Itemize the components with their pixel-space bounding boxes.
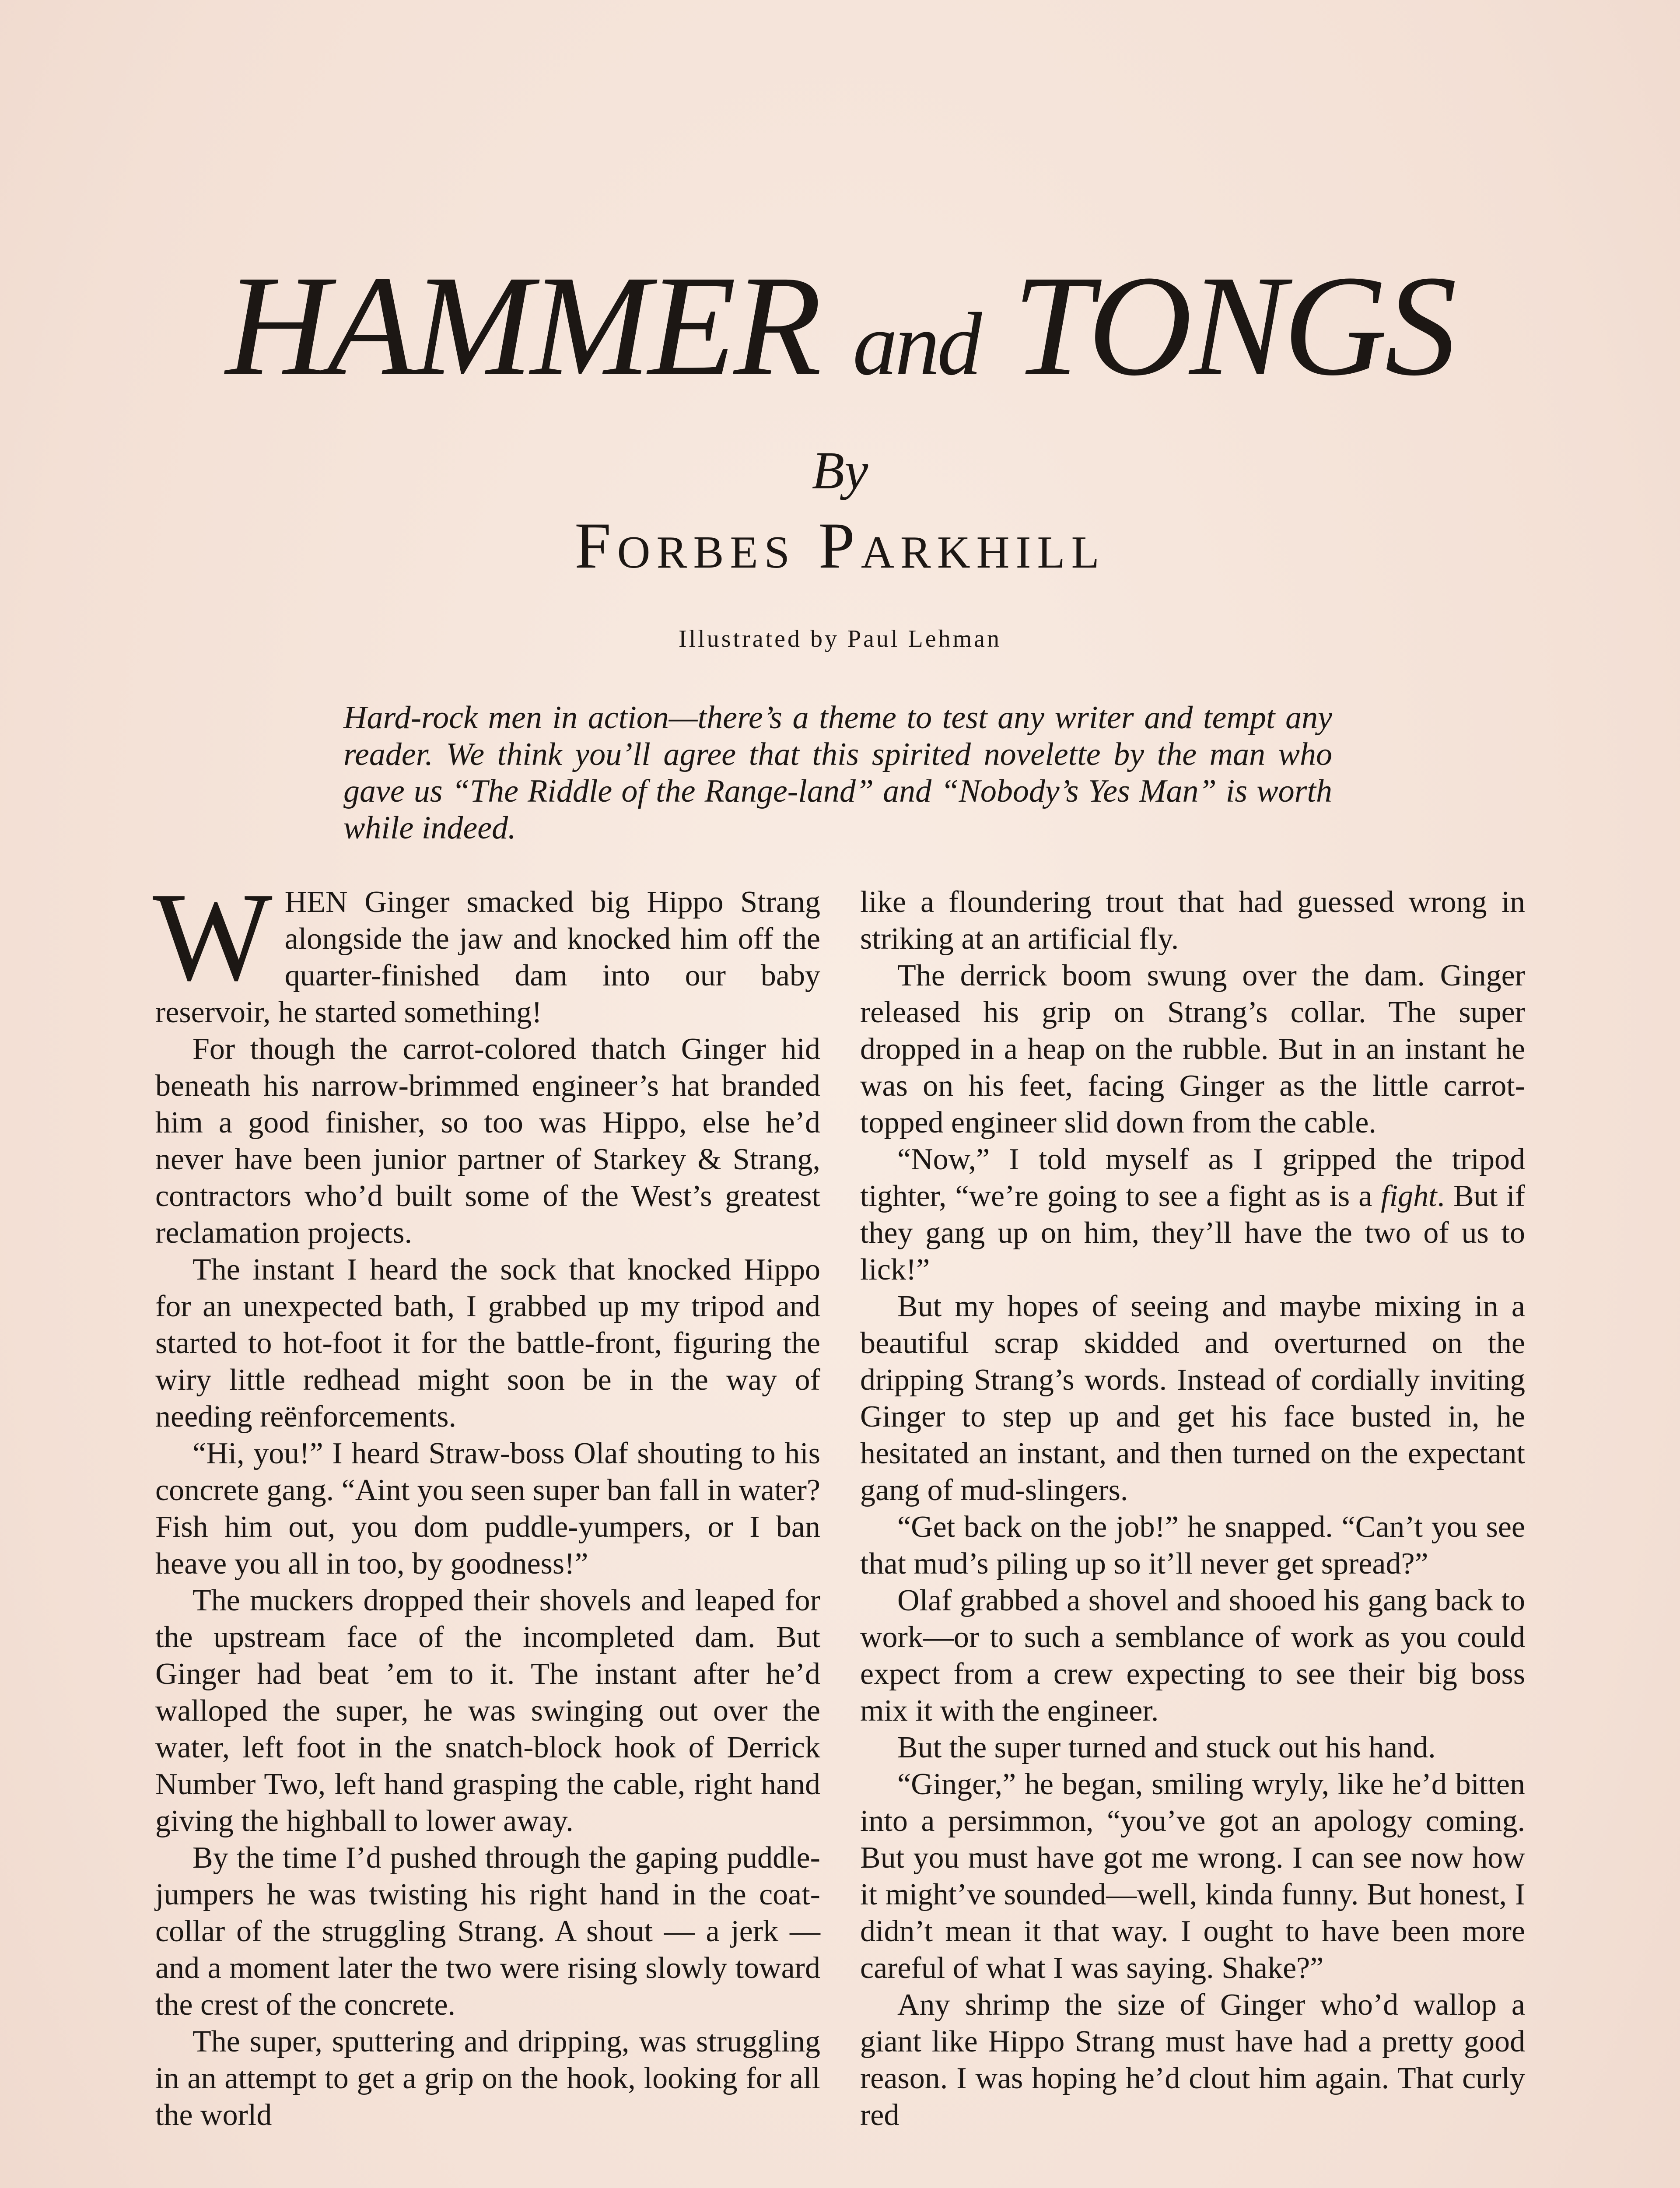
drop-cap: W [153, 866, 273, 1007]
story-title [155, 246, 1525, 406]
paragraph: Olaf grabbed a shovel and shooed his gang back to work—or to such a semblance of work as you could expect from a crew expecting to see their big boss mix it with the engineer. [860, 1584, 1525, 1728]
paragraph-text: . But if they gang up on him, they’ll have the two of us to lick!” [860, 1179, 1525, 1287]
text-column-right [860, 884, 1525, 2134]
author-name: Forbes Parkhill [574, 509, 1106, 582]
story-blurb: Hard-rock men in action—there’s a theme to test any writer and tempt any reader. We think you’ll agree that this spirited novelette by the man who gave us “The Riddle of the Range-land” and “Nobody’s Yes Man” is worth while indeed. [343, 700, 1332, 846]
paragraph: For though the carrot-colored thatch Ginger hid beneath his narrow-brimmed engineer’s hat branded him a good finisher, so too was Hippo, else he’d never have been junior partner of Starkey & Strang, contractors who’d built some of the West’s greatest reclamation projects. [155, 1032, 820, 1250]
paragraph-text: “Now,” I told myself as I gripped the tripod tighter, “we’re going to see a fight as is a [860, 1143, 1525, 1213]
paragraph: The muckers dropped their shovels and leaped for the upstream face of the incompleted dam. But Ginger had beat ’em to it. The instant after he’d walloped the super, he was swinging out over the water, left foot in the snatch-block hook of Derrick Number Two, left hand grasping the cable, right hand giving the highball to lower away. [155, 1584, 820, 1838]
paragraph: The instant I heard the sock that knocked Hippo for an unexpected bath, I grabbed up my tripod and started to hot-foot it for the battle-front, figuring the wiry little redhead might soon be in the way of needing reënforcements. [155, 1253, 820, 1434]
paragraph: like a floundering trout that had guessed wrong in striking at an artificial fly. [860, 885, 1525, 956]
paragraph: But my hopes of seeing and maybe mixing in a beautiful scrap skidded and overturned on the dripping Strang’s words. Instead of cordially inviting Ginger to step up and get his face busted in, he hesitated an instant, and then turned on the expectant gang of mud-slingers. [860, 1290, 1525, 1507]
paragraph: But the super turned and stuck out his hand. [897, 1731, 1436, 1764]
illustrator-credit: Illustrated by Paul Lehman [678, 625, 1002, 652]
paragraph: “Hi, you!” I heard Straw-boss Olaf shouting to his concrete gang. “Aint you seen super ban fall in water? Fish him out, you dom puddle-yumpers, or I ban heave you all in too, by goodness!” [155, 1437, 820, 1581]
paragraph: The derrick boom swung over the dam. Ginger released his grip on Strang’s collar. The super dropped in a heap on the rubble. But in an instant he was on his feet, facing Ginger as the little carrot-topped engineer slid down from the cable. [860, 959, 1525, 1140]
title-and: and [853, 295, 980, 394]
title-hammer: HAMMER [225, 246, 819, 406]
paragraph [860, 1141, 1525, 1288]
paragraph: By the time I’d pushed through the gaping puddle-jumpers he was twisting his right hand in the coat-collar of the struggling Strang. A shout — a jerk — and a moment later the two were rising slowly toward the crest of the concrete. [155, 1841, 820, 2022]
paragraph-text: HEN Ginger smacked big Hippo Strang alongside the jaw and knocked him off the quarter-finished dam into our baby reservoir, he started something! [155, 885, 820, 1029]
title-tongs: TONGS [1013, 246, 1455, 406]
byline-by: By [812, 441, 868, 500]
text-column-left [153, 866, 820, 2134]
paragraph: “Get back on the job!” he snapped. “Can’t you see that mud’s piling up so it’ll never get spread?” [860, 1510, 1525, 1581]
emphasis-fight: fight [1381, 1179, 1437, 1213]
paragraph: “Ginger,” he began, smiling wryly, like he’d bitten into a persimmon, “you’ve got an apology coming. But you must have got me wrong. I can see now how it might’ve sounded—well, kinda funny. But honest, I didn’t mean it that way. I ought to have been more careful of what I was saying. Shake?” [860, 1767, 1525, 1985]
paragraph: Any shrimp the size of Ginger who’d wallop a giant like Hippo Strang must have had a pretty good reason. I was hoping he’d clout him again. That curly red [860, 1988, 1525, 2132]
paragraph [153, 866, 820, 1031]
paragraph: The super, sputtering and dripping, was struggling in an attempt to get a grip on the hook, looking for all the world [155, 2025, 820, 2132]
